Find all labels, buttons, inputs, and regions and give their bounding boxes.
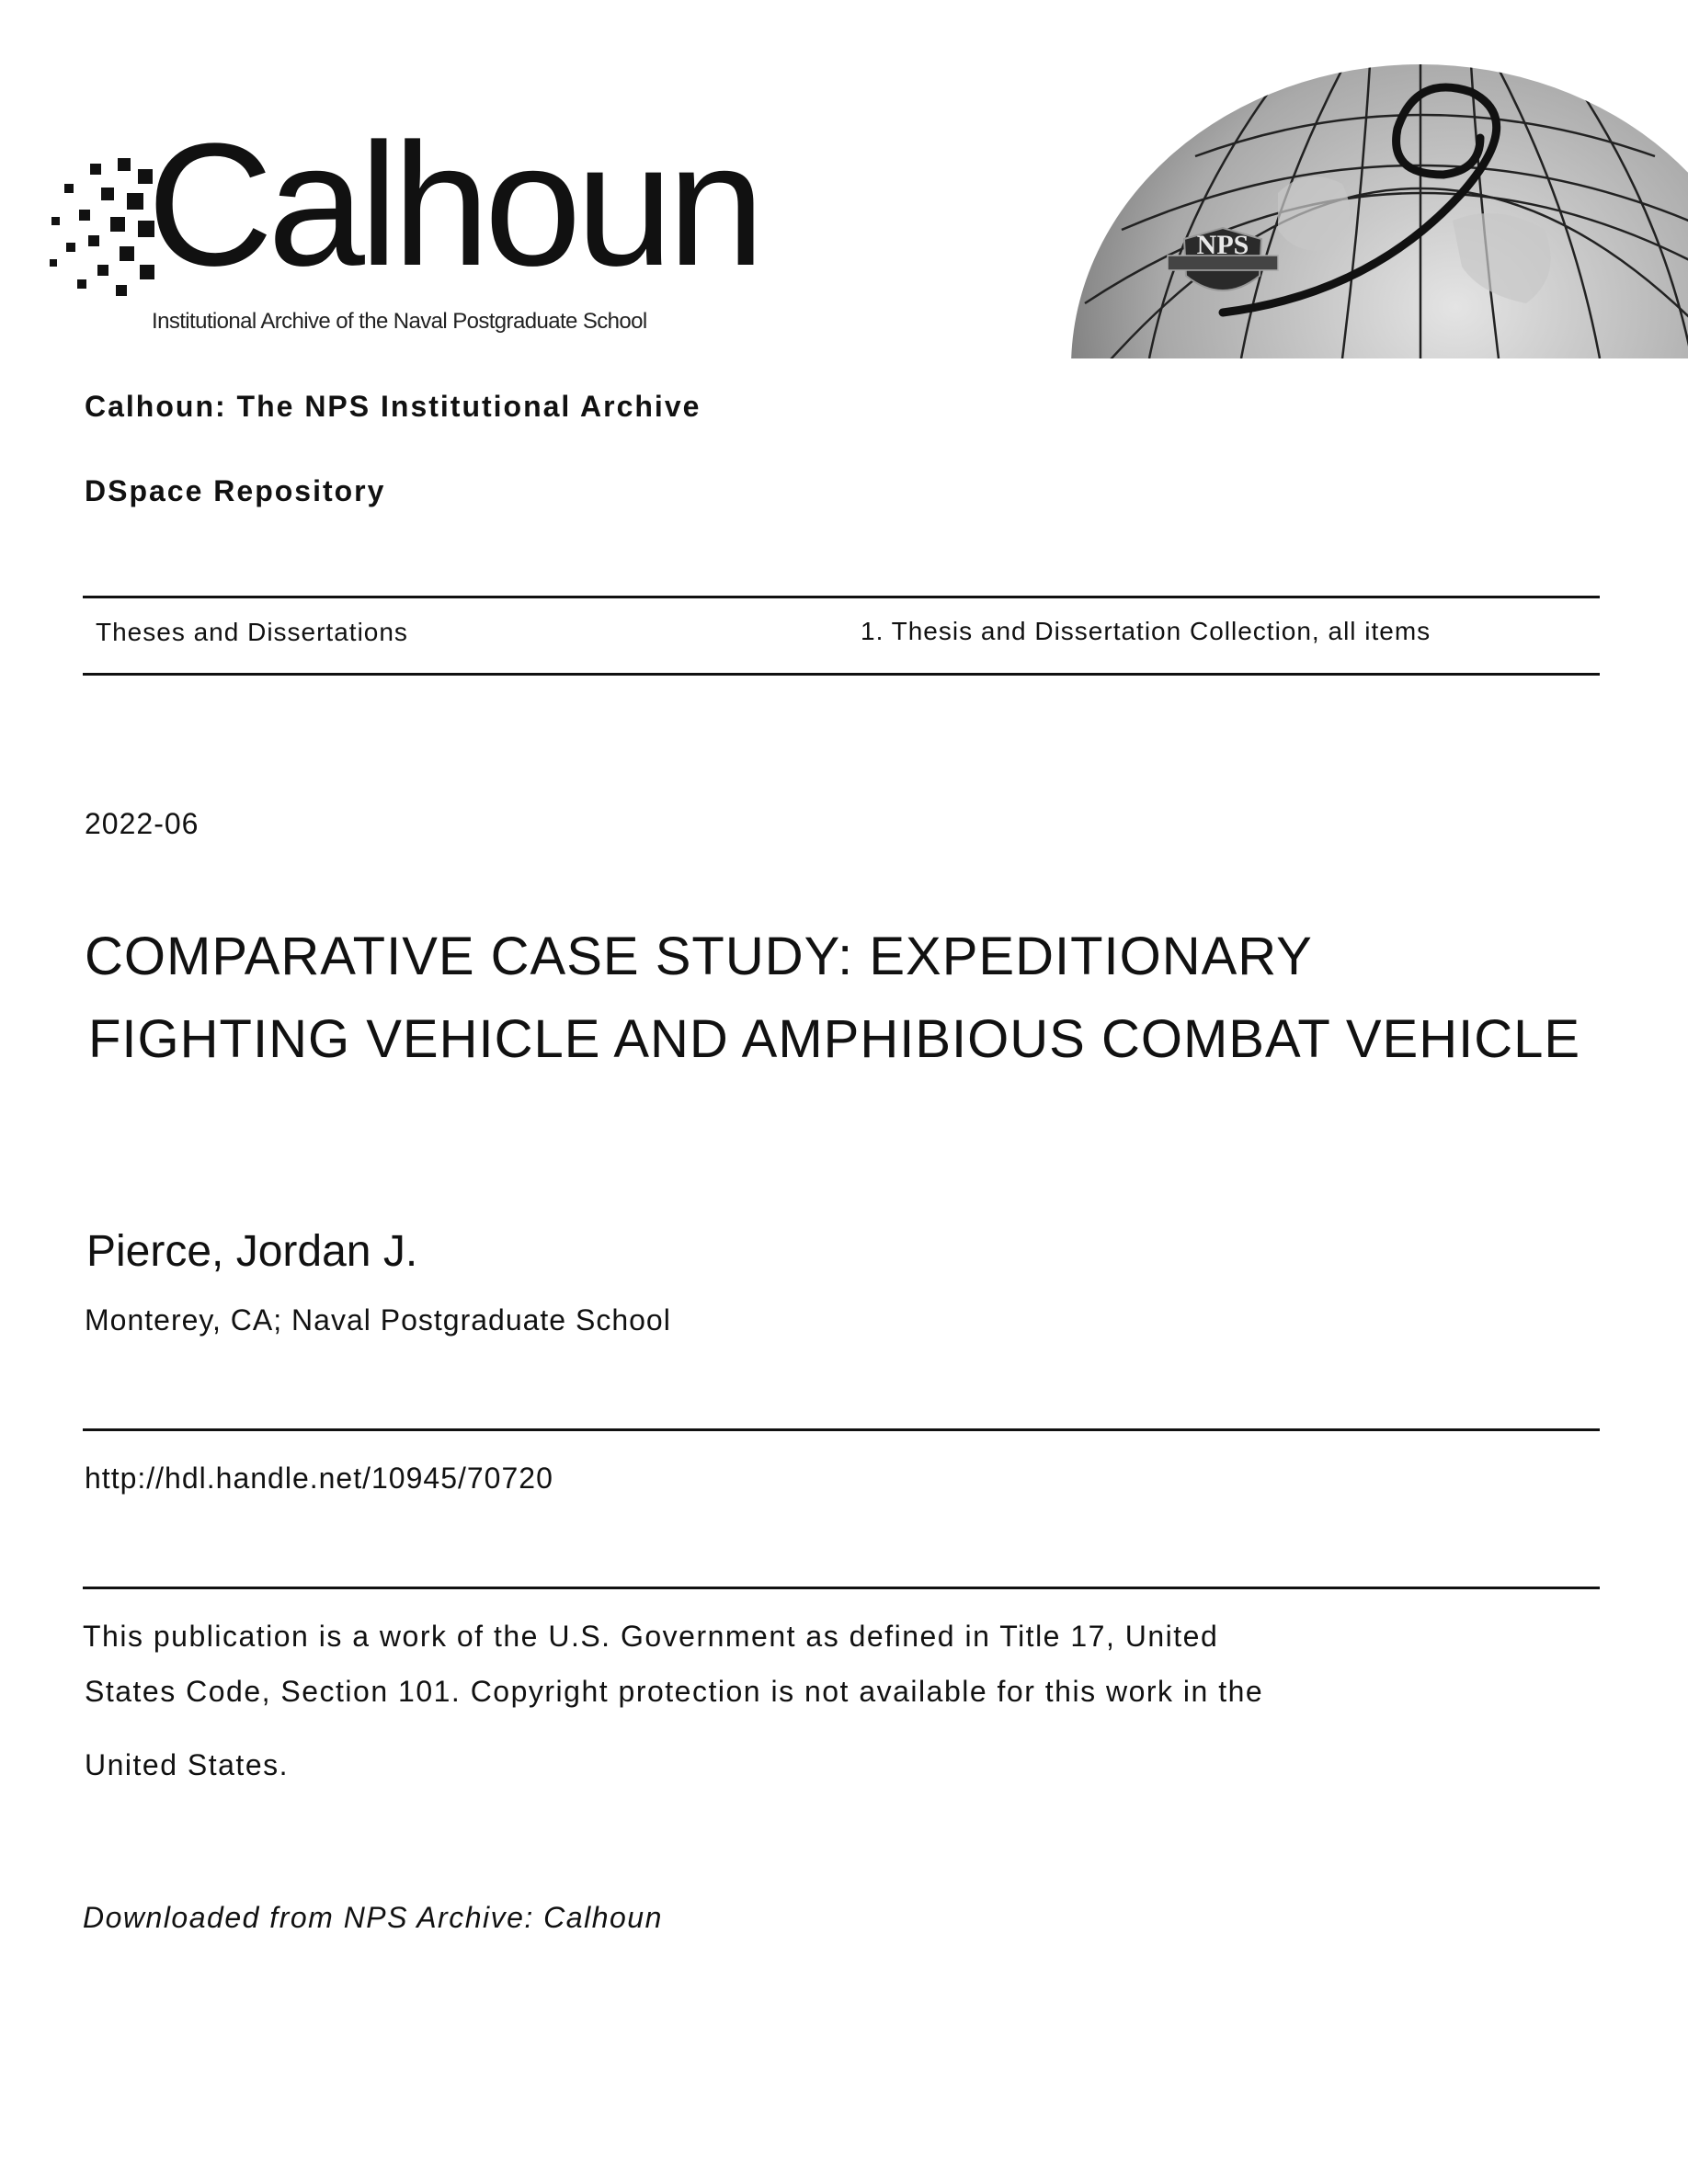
divider	[83, 596, 1600, 598]
record-publisher: Monterey, CA; Naval Postgraduate School	[85, 1303, 671, 1337]
collection-left[interactable]: Theses and Dissertations	[96, 618, 408, 646]
collection-right[interactable]: 1. Thesis and Dissertation Collection, all items	[861, 617, 1431, 645]
downloaded-from: Downloaded from NPS Archive: Calhoun	[83, 1901, 663, 1934]
record-title-line2: FIGHTING VEHICLE AND AMPHIBIOUS COMBAT VEHICLE	[88, 1009, 1581, 1069]
logo-wordmark: Calhoun	[147, 108, 759, 302]
globe-image	[1066, 64, 1688, 358]
divider	[83, 1587, 1600, 1589]
svg-text:NPS: NPS	[1196, 230, 1249, 260]
divider	[83, 673, 1600, 676]
notice-line3: United States.	[85, 1748, 289, 1781]
globe-icon	[1066, 64, 1688, 358]
calhoun-logo	[46, 108, 759, 349]
archive-name: Calhoun: The NPS Institutional Archive	[85, 390, 701, 423]
repository-name: DSpace Repository	[85, 474, 386, 507]
logo-subtitle: Institutional Archive of the Naval Postgraduate School	[152, 309, 647, 334]
handle-link[interactable]: http://hdl.handle.net/10945/70720	[85, 1462, 553, 1495]
notice-line1: This publication is a work of the U.S. Government as defined in Title 17, United	[83, 1620, 1219, 1653]
divider	[83, 1428, 1600, 1431]
record-title-line1: COMPARATIVE CASE STUDY: EXPEDITIONARY	[85, 927, 1313, 986]
record-author: Pierce, Jordan J.	[86, 1227, 418, 1276]
notice-line2: States Code, Section 101. Copyright protection is not available for this work in the	[85, 1675, 1264, 1708]
record-date: 2022-06	[85, 807, 200, 840]
